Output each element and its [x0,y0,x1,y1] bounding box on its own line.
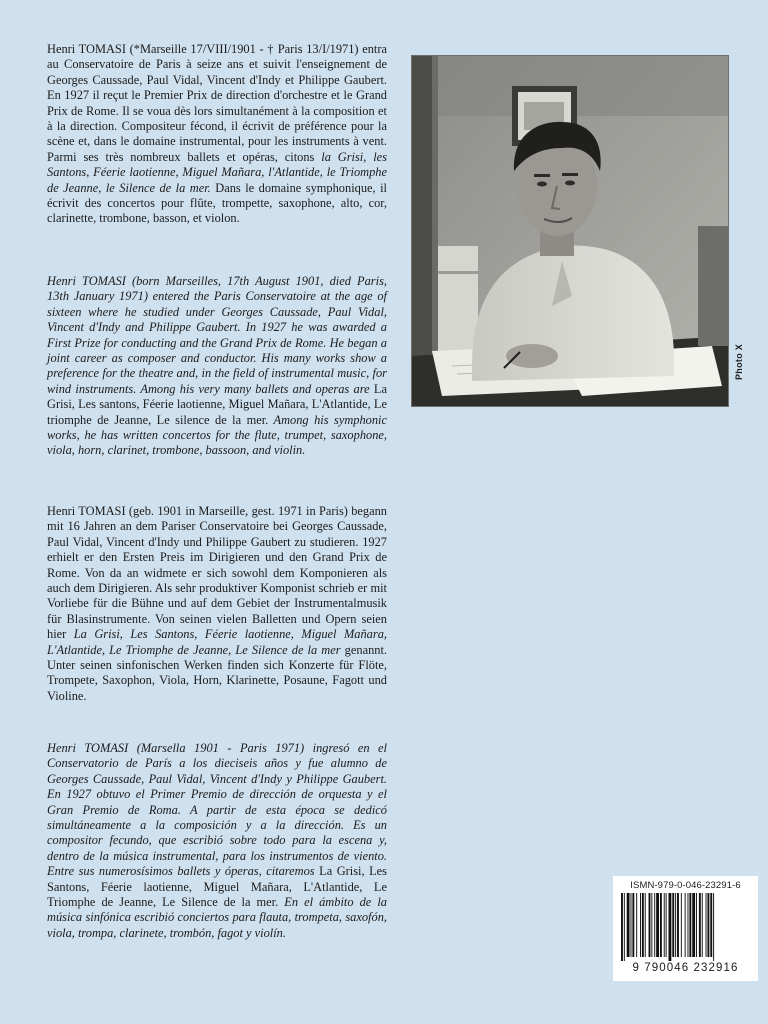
barcode-bar [627,893,630,957]
barcode-bar [624,893,625,961]
barcode-bar [681,893,682,957]
portrait-illustration [412,56,728,406]
ismn-text: ISMN-979-0-046-23291-6 [630,880,741,891]
barcode-bar [664,893,665,957]
barcode-bar [645,893,646,957]
barcode-bar [692,893,695,957]
bio-german-text-1: Henri TOMASI (geb. 1901 in Marseille, gest. 1971 in Paris) begann mit 16 Jahren an dem Pariser Conservatoire bei Georges Caussade, Paul Vidal, Vincent d'Indy und Philippe Gaubert zu studieren. 1927 erhielt er den Ersten Preis im Dirigieren und den Grand Prix de Rome. Von da an widmete er sich sowohl dem Komponieren als auch dem Dirigieren. Als sehr produktiver Komponist schrieb er mit Vorliebe für die Bühne und auf dem Gebiet der Instrumentalmusik für Blasinstrumente. Von seinen vielen Balletten und Opern seien hier [47,504,387,642]
barcode-bars [619,893,752,961]
bio-spanish-works: La Grisi, Les Santons, Féerie laotienne, Miguel Mañara, L'Atlantide, Le Triomphe de Jeanne, Le Silence de la mer. [47,864,387,910]
barcode-bar [696,893,697,957]
barcode-label [613,876,758,981]
barcode-bar [640,893,641,957]
barcode-bar [654,893,655,957]
bio-spanish-text-2: En el ámbito de la música sinfónica escribió conciertos para flauta, trompeta, saxofón, viola, trompa, clarinete, trombón, fagot y violín. [47,895,387,940]
barcode-bar [651,893,652,957]
barcode-bar [685,893,686,957]
barcode-bar [702,893,703,957]
bio-english [47,274,387,459]
bio-spanish [47,741,387,941]
barcode-bar [707,893,709,957]
bio-german [47,504,387,704]
bio-german-works: La Grisi, Les Santons, Féerie laotienne, Miguel Mañara, L'Atlantide, Le Triomphe de Jeanne, Le Silence de la mer [47,627,387,657]
barcode-bar [642,893,644,957]
barcode-bar [672,893,674,957]
composer-portrait-photo [411,55,729,407]
barcode-bar [706,893,707,957]
bio-english-works: La Grisi, Les santons, Féerie laotienne, Miguel Mañara, L'Atlantide, Le triomphe de Jeanne, Le silence de la mer. [47,381,387,427]
bio-french-text-2: Dans le domaine symphonique, il écrivit des concertos pour flûte, trompette, saxophone, alto, cor, clarinette, trombone, basson, et violon. [47,180,387,226]
barcode-bar [710,893,712,957]
barcode-bar [649,893,651,957]
barcode-bar [621,893,623,961]
bio-english-text-2: Among his symphonic works, he has written concertos for the flute, trumpet, saxophone, viola, horn, clarinet, trombone, bassoon, and violin. [47,412,387,458]
bio-english-text-1: Henri TOMASI (born Marseilles, 17th August 1901, died Paris, 13th January 1971) entered the Paris Conservatoire at the age of sixteen where he studied under Georges Caussade, Paul Vidal, Vincent d'Indy and Philippe Gaubert. In 1927 he was awarded a First Prize for conducting and the Grand Prix de Rome. He began a joint career as composer and conductor. His many works show a preference for the theatre and, in the field of instrumental music, for wind instruments. Among his very many ballets and operas are [47,274,387,396]
bio-german-text-2: genannt. Unter seinen sinfonischen Werken finden sich Konzerte für Flöte, Trompete, Saxophon, Viola, Horn, Klarinette, Posaune, Fagott und Violine. [47,642,388,703]
bio-french-works: la Grisi, les Santons, Féerie laotienne, Miguel Mañara, l'Atlantide, le Triomphe de Jeanne, le Silence de la mer. [47,149,387,195]
photo-credit: Photo X [734,343,744,380]
barcode-bar [689,893,691,957]
barcode-bar [660,893,662,957]
bio-french [47,42,387,227]
ean-number: 9 790046 232916 [632,962,739,974]
barcode-bar [666,893,667,957]
barcode-bar [632,893,634,957]
barcode-bar [656,893,659,957]
barcode-bar [675,893,676,957]
barcode-bar [636,893,637,957]
barcode-bar [699,893,701,957]
barcode-bar [688,893,689,957]
bio-spanish-text-1: Henri TOMASI (Marsella 1901 - Paris 1971) ingresó en el Conservatorio de París a los dieciseis años y fue alumno de Georges Caussade, Paul Vidal, Vincent d'Indy y Philippe Gaubert. En 1927 obtuvo el Primer Premio de dirección de orquesta y el Gran Premio de Roma. A partir de esta época se dedicó simultáneamente a la composición y a la dirección. Es un compositor fecundo, que escribió sobre todo para la escena y, dentro de la música instrumental, para los instrumentos de viento. Entre sus numerosísimos ballets y óperas, citaremos [47,741,387,879]
barcode-bar [713,893,714,961]
bio-french-text-1: Henri TOMASI (*Marseille 17/VIII/1901 - † Paris 13/I/1971) entra au Conservatoire de Paris à seize ans et suivit l'enseignement de Georges Caussade, Paul Vidal, Vincent d'Indy et Philippe Gaubert. En 1927 il reçut le Premier Prix de direction d'orchestre et le Grand Prix de Rome. Il se voua dès lors simultanément à la composition et à la direction. Compositeur fécond, il écrivit de préférence pour la scène et, dans le domaine instrumental, pour les instruments à vent. Parmi ses très nombreux ballets et opéras, citons [47,42,387,164]
barcode-bar [677,893,679,957]
barcode-bar [631,893,632,957]
barcode-bar [669,893,672,961]
